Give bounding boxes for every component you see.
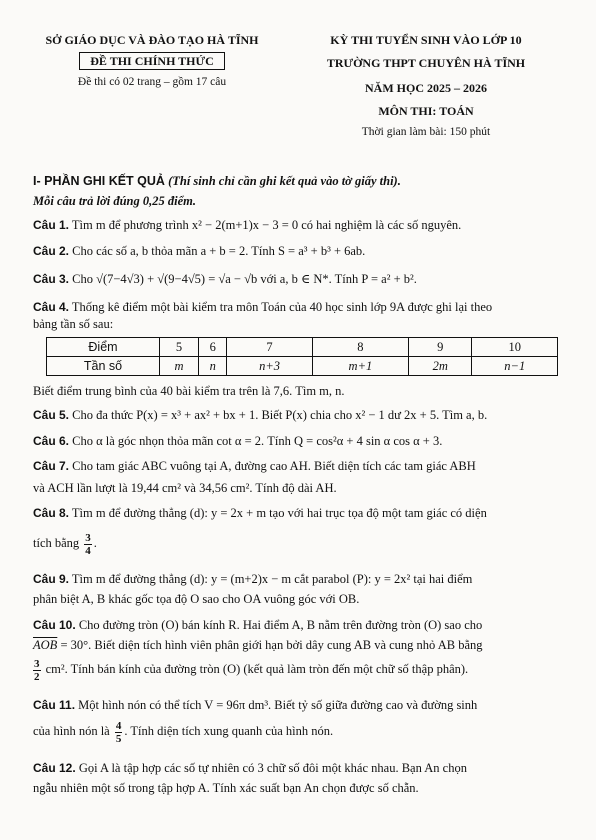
exam-name: KỲ THI TUYỂN SINH VÀO LỚP 10 — [330, 33, 522, 47]
frequency-table — [46, 337, 558, 376]
q10-text3: cm². Tính bán kính của đường tròn (O) (kết quả làm tròn đến một chữ số thập phân). — [45, 662, 469, 676]
question-11 — [33, 697, 568, 713]
question-1 — [33, 217, 568, 233]
table-row — [47, 338, 558, 357]
q10-text2: = 30°. Biết diện tích hình viên phân giới hạn bởi dây cung AB và cung nhỏ AB bằng — [60, 638, 483, 652]
question-12-cont: ngẫu nhiên một số trong tập hợp A. Tính xác suất bạn An chọn được số chẵn. — [33, 781, 419, 795]
q6-label: Câu 6. — [33, 434, 70, 448]
q9-text: Tìm m để đường thẳng (d): y = (m+2)x − m cắt parabol (P): y = 2x² tại hai điểm — [71, 572, 473, 586]
subject: MÔN THI: TOÁN — [378, 104, 474, 118]
question-5 — [33, 407, 568, 423]
table-cell: n+3 — [227, 357, 312, 376]
q10-label: Câu 10. — [33, 618, 76, 632]
q1-label: Câu 1. — [33, 218, 70, 232]
duration: Thời gian làm bài: 150 phút — [361, 126, 491, 138]
page-count: Đề thi có 02 trang – gồm 17 câu — [77, 76, 227, 88]
table-cell: 10 — [472, 338, 558, 357]
question-4-cont: bảng tần số sau: — [33, 317, 114, 331]
q2-label: Câu 2. — [33, 244, 70, 258]
question-7 — [33, 458, 568, 474]
question-4-after: Biết điểm trung bình của 40 bài kiểm tra trên là 7,6. Tìm m, n. — [33, 384, 345, 398]
table-cell: 9 — [409, 338, 472, 357]
question-8 — [33, 505, 568, 521]
question-10-cont2 — [33, 656, 568, 683]
q12-label: Câu 12. — [33, 761, 76, 775]
q3-text: Cho √(7−4√3) + √(9−4√5) = √a − √b với a, b ∈ N*. Tính P = a² + b². — [72, 272, 417, 286]
q4-text: Thống kê điểm một bài kiểm tra môn Toán của 40 học sinh lớp 9A được ghi lại theo — [71, 300, 493, 314]
frac-num: 3 — [85, 531, 91, 544]
table-cell: 5 — [160, 338, 199, 357]
question-11-cont — [33, 718, 568, 745]
question-10-cont — [33, 637, 568, 653]
q7-label: Câu 7. — [33, 459, 70, 473]
frac-den: 2 — [34, 670, 40, 683]
school-year: NĂM HỌC 2025 – 2026 — [365, 81, 487, 95]
table-cell: Tần số — [47, 357, 160, 376]
table-cell: Điểm — [47, 338, 160, 357]
frac-num: 3 — [34, 657, 40, 670]
question-4 — [33, 299, 568, 315]
table-cell: m+1 — [312, 357, 408, 376]
q7-text: Cho tam giác ABC vuông tại A, đường cao AH. Biết diện tích các tam giác ABH — [72, 459, 476, 473]
frac-den: 5 — [115, 732, 122, 745]
fraction-3-4 — [84, 532, 92, 557]
school-name: TRƯỜNG THPT CHUYÊN HÀ TĨNH — [326, 56, 526, 70]
question-10 — [33, 617, 568, 633]
q1-text: Tìm m để phương trình x² − 2(m+1)x − 3 = 0 có hai nghiệm là các số nguyên. — [71, 218, 462, 232]
table-cell: 7 — [227, 338, 312, 357]
q5-text: Cho đa thức P(x) = x³ + ax² + bx + 1. Biết P(x) chia cho x² − 1 dư 2x + 5. Tìm a, b. — [72, 408, 488, 422]
table-cell: n−1 — [472, 357, 558, 376]
frac-den: 4 — [85, 544, 91, 557]
section-title: I- PHẦN GHI KẾT QUẢ — [33, 174, 165, 188]
q10-text: Cho đường tròn (O) bán kính R. Hai điểm A, B nằm trên đường tròn (O) sao cho — [78, 618, 483, 632]
q6-text: Cho α là góc nhọn thỏa mãn cot α = 2. Tính Q = cos²α + 4 sin α cos α + 3. — [72, 434, 443, 448]
question-2 — [33, 243, 568, 259]
official-box — [40, 52, 264, 70]
table-row — [47, 357, 558, 376]
q12-text: Gọi A là tập hợp các số tự nhiên có 3 chữ số đôi một khác nhau. Bạn An chọn — [78, 761, 467, 775]
table-cell: m — [160, 357, 199, 376]
q5-label: Câu 5. — [33, 408, 70, 422]
q11-label: Câu 11. — [33, 698, 76, 712]
q11-tail: . Tính diện tích xung quanh của hình nón. — [124, 724, 334, 738]
section-title-line — [33, 173, 568, 189]
q9-label: Câu 9. — [33, 572, 70, 586]
table-cell: 6 — [199, 338, 227, 357]
frac-num: 4 — [115, 719, 122, 732]
q8-text2: tích bằng — [33, 536, 80, 550]
question-9-cont: phân biệt A, B khác gốc tọa độ O sao cho OA vuông góc với OB. — [33, 592, 360, 606]
q4-label: Câu 4. — [33, 300, 70, 314]
section-note: (Thí sinh chỉ cần ghi kết quả vào tờ giấy thi). — [168, 174, 401, 188]
fraction-3-2 — [33, 658, 41, 683]
table-cell: 8 — [312, 338, 408, 357]
official-label: ĐỀ THI CHÍNH THỨC — [79, 52, 224, 70]
q3-label: Câu 3. — [33, 272, 70, 286]
q2-text: Cho các số a, b thỏa mãn a + b = 2. Tính S = a³ + b³ + 6ab. — [72, 244, 366, 258]
q8-label: Câu 8. — [33, 506, 70, 520]
question-12 — [33, 760, 568, 776]
question-9 — [33, 571, 568, 587]
q11-text2: của hình nón là — [33, 724, 110, 738]
q8-text: Tìm m để đường thẳng (d): y = 2x + m tạo với hai trục tọa độ một tam giác có diện — [71, 506, 487, 520]
question-8-cont — [33, 530, 568, 557]
department-name: SỞ GIÁO DỤC VÀ ĐÀO TẠO HÀ TĨNH — [45, 33, 259, 47]
table-cell: n — [199, 357, 227, 376]
section-score: Mỗi câu trả lời đúng 0,25 điểm. — [33, 194, 196, 208]
question-6 — [33, 433, 568, 449]
table-cell: 2m — [409, 357, 472, 376]
q11-text: Một hình nón có thể tích V = 96π dm³. Biết tỷ số giữa đường cao và đường sinh — [78, 698, 478, 712]
q8-tail: . — [93, 536, 97, 550]
fraction-4-5 — [115, 720, 123, 745]
question-7-cont: và ACH lần lượt là 19,44 cm² và 34,56 cm². Tính độ dài AH. — [33, 481, 337, 495]
question-3 — [33, 271, 568, 287]
arc-aob: $\overline{AOB}$ — [33, 638, 58, 652]
